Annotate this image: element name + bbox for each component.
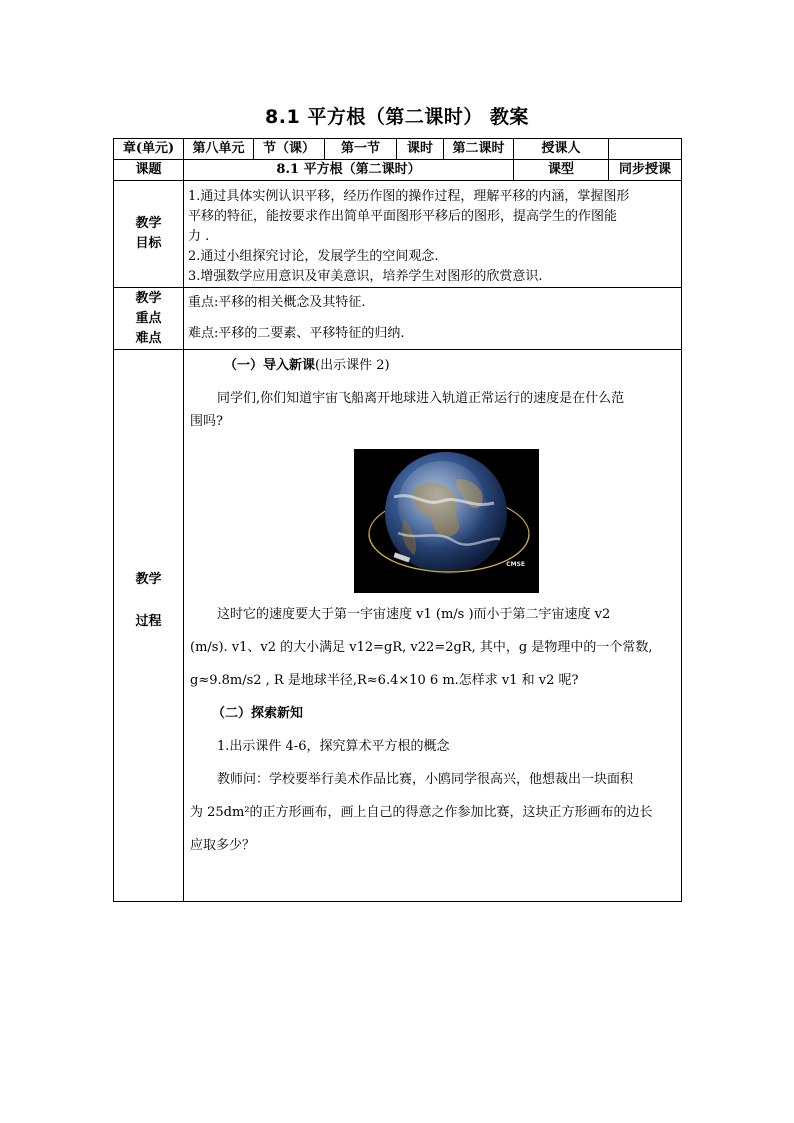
key-points-row <box>114 288 682 350</box>
objective-line: 力 . <box>188 229 210 244</box>
process-label <box>114 350 184 902</box>
image-caption: CMSE <box>506 561 525 568</box>
document-title: 8.1 平方根（第二课时） 教案 <box>265 106 529 128</box>
intro-line: 围吗? <box>190 414 223 429</box>
type-label: 课型 <box>514 160 609 181</box>
teacher-question-line: 为 25dm²的正方形画布，画上自己的得意之作参加比赛，这块正方形画布的边长 <box>190 805 653 820</box>
teacher-value <box>609 139 682 160</box>
section-value: 第一节 <box>325 139 397 160</box>
objective-line: 3.增强数学应用意识及审美意识，培养学生对图形的欣赏意识. <box>188 269 543 284</box>
type-value: 同步授课 <box>609 160 682 181</box>
speed-line: (m/s). v1、v2 的大小满足 v12=gR, v22=2gR, 其中，g 是物理中的一个常数, <box>190 640 653 655</box>
process-content <box>184 350 682 902</box>
process-row <box>114 350 682 902</box>
key-points-label-line1: 教学 <box>135 290 162 306</box>
teacher-label: 授课人 <box>514 139 609 160</box>
lesson-plan-table <box>113 138 682 902</box>
process-label-line2: 过程 <box>135 614 162 629</box>
teacher-question-line: 教师问：学校要举行美术作品比赛，小鸥同学很高兴，他想裁出一块面积 <box>217 772 634 787</box>
topic-row <box>114 160 682 181</box>
section-label: 节（课） <box>254 139 325 160</box>
header-row <box>114 139 682 160</box>
speed-line: g≈9.8m/s2 , R 是地球半径,R≈6.4×10 6 m.怎样求 v1 和 v2 呢? <box>190 673 579 688</box>
section1-note: (出示课件 2) <box>315 358 390 373</box>
period-value: 第二课时 <box>444 139 514 160</box>
chapter-value: 第八单元 <box>184 139 254 160</box>
section2-title: （二）探索新知 <box>212 706 304 721</box>
earth-orbit-image <box>354 449 539 593</box>
objectives-label-line1: 教学 <box>135 216 162 231</box>
objectives-label <box>114 181 184 288</box>
chapter-label: 章(单元) <box>114 139 184 160</box>
speed-line: 这时它的速度要大于第一宇宙速度 v1 (m/s )而小于第二宇宙速度 v2 <box>217 607 611 622</box>
objectives-row <box>114 181 682 288</box>
section1-title: （一）导入新课 <box>224 358 316 373</box>
objective-line: 1.通过具体实例认识平移，经历作图的操作过程，理解平移的内涵，掌握图形 <box>188 189 630 204</box>
section1-heading <box>224 355 675 377</box>
period-label: 课时 <box>397 139 444 160</box>
step1-text: 1.出示课件 4-6，探究算术平方根的概念 <box>217 739 450 754</box>
key-points-label-line3: 难点 <box>135 330 162 346</box>
objectives-label-line2: 目标 <box>135 236 162 251</box>
topic-label: 课题 <box>114 160 184 181</box>
topic-value: 8.1 平方根（第二课时） <box>184 160 514 181</box>
key-point-text: 重点:平移的相关概念及其特征. <box>188 295 366 310</box>
objectives-content <box>184 181 682 288</box>
difficult-point-text: 难点:平移的二要素、平移特征的归纳. <box>188 326 405 341</box>
objective-line: 平移的特征，能按要求作出简单平面图形平移后的图形，提高学生的作图能 <box>188 209 618 224</box>
key-points-label-line2: 重点 <box>135 310 162 326</box>
key-points-content <box>184 288 682 350</box>
key-points-label <box>114 288 184 350</box>
teacher-question-line: 应取多少？ <box>190 838 256 853</box>
intro-line: 同学们,你们知道宇宙飞船离开地球进入轨道正常运行的速度是在什么范 <box>217 391 625 406</box>
process-label-line1: 教学 <box>135 572 162 587</box>
objective-line: 2.通过小组探究讨论，发展学生的空间观念. <box>188 249 439 264</box>
